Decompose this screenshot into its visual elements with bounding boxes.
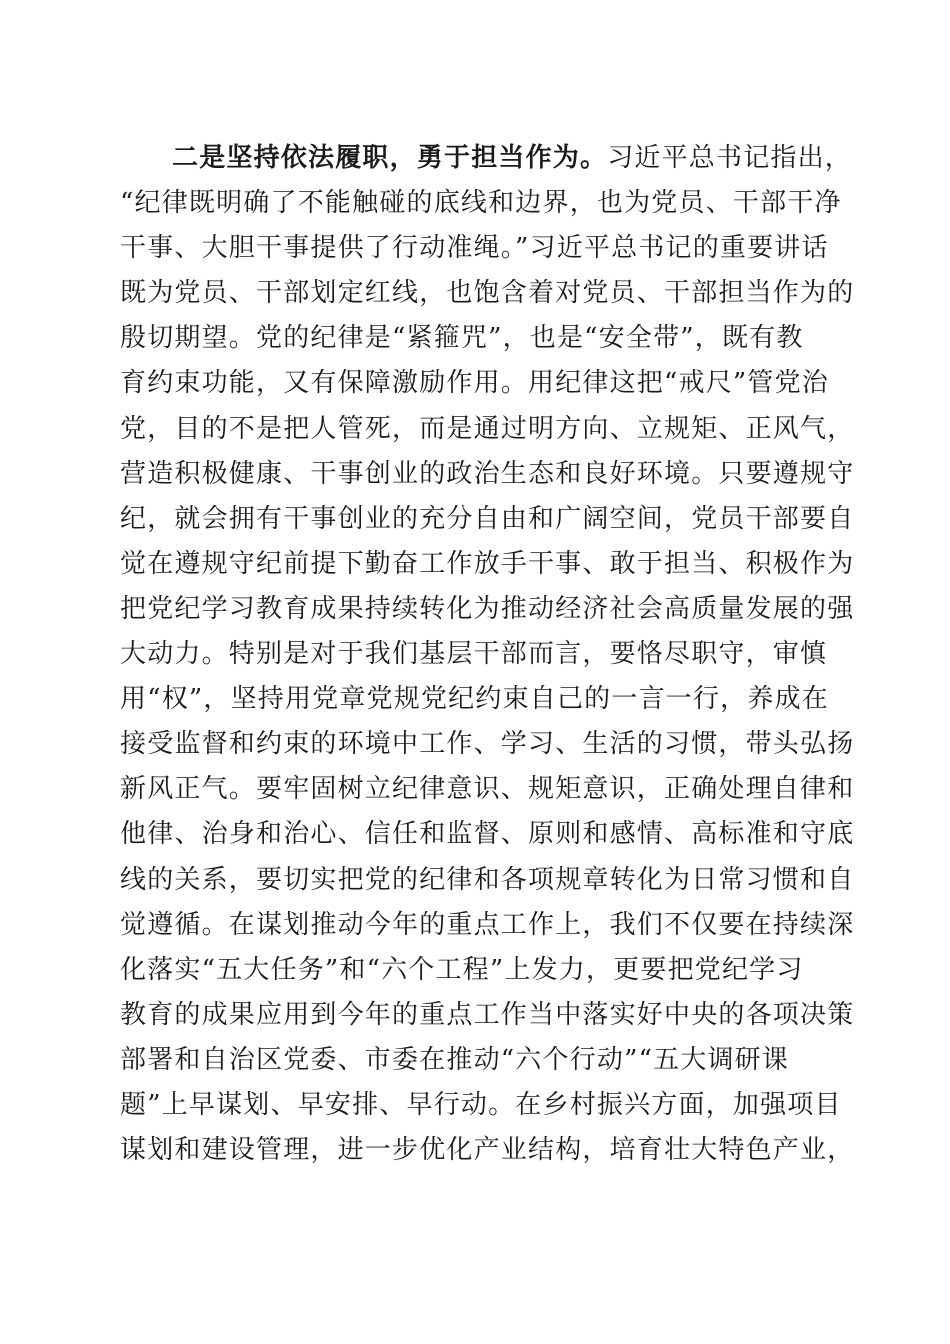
text-line: 他律、治身和治心、信任和监督、原则和感情、高标准和守底 <box>120 819 855 850</box>
text-line: 谋划和建设管理，进一步优化产业结构，培育壮大特色产业， <box>120 1135 855 1166</box>
text-line: 党，目的不是把人管死，而是通过明方向、立规矩、正风气， <box>120 413 855 444</box>
text-line: 部署和自治区党委、市委在推动“六个行动”“五大调研课 <box>120 1044 790 1075</box>
text-line: 营造积极健康、干事创业的政治生态和良好环境。只要遵规守 <box>120 458 855 489</box>
text-line: 化落实“五大任务”和“六个工程”上发力，更要把党纪学习 <box>120 954 804 985</box>
text-line: 觉在遵规守纪前提下勤奋工作放手干事、敢于担当、积极作为 <box>120 548 855 579</box>
text-line: 用“权”，坚持用党章党规党纪约束自己的一言一行，养成在 <box>120 684 829 715</box>
text-line: “纪律既明确了不能触碰的底线和边界，也为党员、干部干净 <box>120 188 842 219</box>
text-line: 教育的成果应用到今年的重点工作当中落实好中央的各项决策 <box>120 999 855 1030</box>
text-line: 把党纪学习教育成果持续转化为推动经济社会高质量发展的强 <box>120 593 855 624</box>
text-line-content: 习近平总书记指出， <box>607 143 853 173</box>
text-line: 新风正气。要牢固树立纪律意识、规矩意识，正确处理自律和 <box>120 774 855 805</box>
text-line <box>120 136 853 181</box>
body-paragraph <box>120 136 855 1173</box>
text-line: 既为党员、干部划定红线，也饱含着对党员、干部担当作为的 <box>120 278 855 309</box>
text-line: 觉遵循。在谋划推动今年的重点工作上，我们不仅要在持续深 <box>120 909 855 940</box>
text-line: 殷切期望。党的纪律是“紧箍咒”，也是“安全带”，既有教 <box>120 323 804 354</box>
text-line: 育约束功能，又有保障激励作用。用纪律这把“戒尺”管党治 <box>120 368 829 399</box>
text-line: 大动力。特别是对于我们基层干部而言，要恪尽职守，审慎 <box>120 639 828 670</box>
paragraph-lead-heading: 二是坚持依法履职，勇于担当作为。 <box>172 143 608 173</box>
text-line: 接受监督和约束的环境中工作、学习、生活的习惯，带头弘扬 <box>120 729 855 760</box>
text-line: 干事、大胆干事提供了行动准绳。”习近平总书记的重要讲话 <box>120 233 829 264</box>
text-line: 纪，就会拥有干事创业的充分自由和广阔空间，党员干部要自 <box>120 503 855 534</box>
text-line: 线的关系，要切实把党的纪律和各项规章转化为日常习惯和自 <box>120 864 855 895</box>
text-line: 题”上早谋划、早安排、早行动。在乡村振兴方面，加强项目 <box>120 1089 842 1120</box>
